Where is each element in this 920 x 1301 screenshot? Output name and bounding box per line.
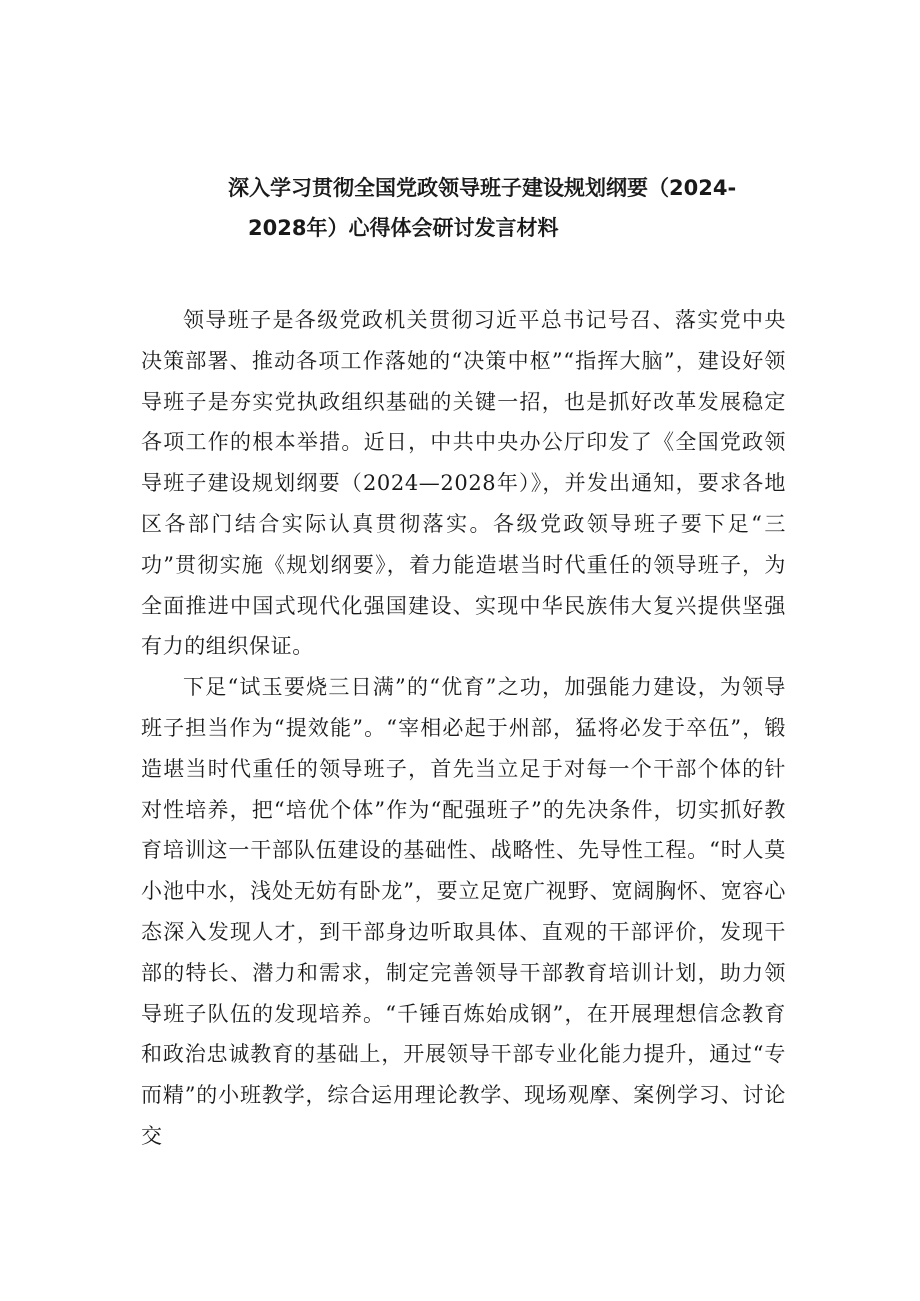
document-title <box>190 168 790 248</box>
title-line-2: 2028年）心得体会研讨发言材料 <box>248 216 559 240</box>
paragraph-section-1: 下足“试玉要烧三日满”的“优育”之功，加强能力建设，为领导班子担当作为“提效能”。“宰相必起于州部，猛将必发于卒伍”，锻造堪当时代重任的领导班子，首先当立足于对每一个干部个体的针对性培养，把“培优个体”作为“配强班子”的先决条件，切实抓好教育培训这一干部队伍建设的基础性、战略性、先导性工程。“时人莫小池中水，浅处无妨有卧龙”，要立足宽广视野、宽阔胸怀、宽容心态深入发现人才，到干部身边听取具体、直观的干部评价，发现干部的特长、潜力和需求，制定完善领导干部教育培训计划，助力领导班子队伍的发现培养。“千锤百炼始成钢”，在开展理想信念教育和政治忠诚教育的基础上，开展领导干部专业化能力提升，通过“专而精”的小班教学，综合运用理论教学、现场观摩、案例学习、讨论交 <box>141 675 786 1148</box>
document-body <box>141 300 786 1157</box>
paragraph-intro: 领导班子是各级党政机关贯彻习近平总书记号召、落实党中央决策部署、推动各项工作落她的“决策中枢”“指挥大脑”，建设好领导班子是夯实党执政组织基础的关键一招，也是抓好改革发展稳定各项工作的根本举措。近日，中共中央办公厅印发了《全国党政领导班子建设规划纲要（2024—2028年）》，并发出通知，要求各地区各部门结合实际认真贯彻落实。各级党政领导班子要下足“三功”贯彻实施《规划纲要》，着力能造堪当时代重任的领导班子，为全面推进中国式现代化强国建设、实现中华民族伟大复兴提供坚强有力的组织保证。 <box>141 308 786 659</box>
title-line-1: 深入学习贯彻全国党政领导班子建设规划纲要（2024- <box>228 176 737 200</box>
